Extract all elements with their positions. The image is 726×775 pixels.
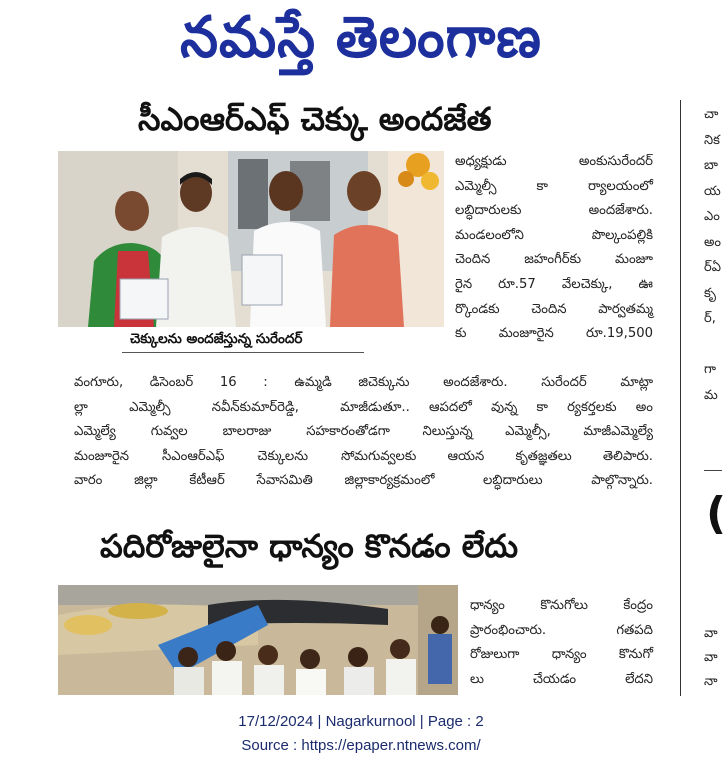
footer-date-page: 17/12/2024 | Nagarkurnool | Page : 2 [238,713,484,730]
text-line: వారం జిల్లా కేటీఆర్ సేవాసమితి జిల్లా [74,473,368,489]
article1-right-column-bottom [368,371,653,494]
text-line: డుతూ.. ఆపదలో వున్న కా ర్యకర్తలకు అం [368,399,653,415]
text-line: ధాన్యం కొనుగోలు కేంద్రం [470,598,653,613]
text-line: ర్కొండకు చెందిన పార్వతమ్మ [455,301,653,317]
text-line: ర్, [704,311,716,326]
article2-text [470,594,653,692]
text-line: ల్లా ఎమ్మెల్సీ నవీన్‌కుమార్‌రెడ్డి, మాజీ [74,399,368,415]
text-line: ఎం [704,209,720,224]
text-line: ఎమ్మెల్యే గువ్వల బాలరాజు సహకారంతో [74,424,368,440]
text-line: ఎమ్మెల్సీ కా ర్యాలయంలో [455,178,653,194]
text-line: నా [704,674,718,689]
article1-right-column-top [455,150,653,347]
text-line: నిక [704,132,720,148]
text-line: వా [704,650,718,665]
article1-left-column [74,371,368,494]
footer-source: Source : https://epaper.ntnews.com/ [241,737,481,754]
text-line: వంగూరు, డిసెంబర్ 16 : ఉమ్మడి జి [74,375,368,390]
text-line: య [704,183,721,199]
article2-headline: పదిరోజులైనా ధాన్యం కొనడం లేదు [100,527,519,565]
side-column [704,102,722,408]
side-column-bottom [704,622,722,694]
text-line: ప్రారంభించారు. గతపది [470,622,653,638]
text-line: బా [704,158,718,173]
masthead-title: నమస్తే తెలంగాణ [180,3,542,70]
article2-photo-image [58,585,458,695]
text-line: గా [704,362,716,377]
text-line: మ [704,387,718,403]
column-divider [680,100,681,696]
text-line: చా [704,107,719,122]
article1-photo-image [58,151,444,327]
text-line: చెక్కును అందజేశారు. సురేందర్ మాట్లా [368,375,653,390]
text-line: మంజూరైన సీఎంఆర్‌ఎఫ్ చెక్కులను సోమ [74,448,368,464]
text-line: కార్యక్రమంలో లబ్ధిదారులు పాల్గొన్నారు. [368,473,653,489]
article1-headline: సీఎంఆర్‌ఎఫ్ చెక్కు అందజేత [138,100,492,138]
masthead [0,0,722,88]
text-line: కు మంజూరైన రూ.19,500 [455,326,653,342]
text-line: చెందిన జహంగీర్‌కు మంజూ [455,252,653,268]
text-line: అధ్యక్షుడు అంకుసురేందర్ [455,154,653,169]
side-rule [704,470,722,471]
text-line: రైన రూ.57 వేలచెక్కు, ఊ [455,276,653,292]
text-line: గువ్వలకు ఆయన కృతజ్ఞతలు తెలిపారు. [368,448,653,464]
text-line: అం [704,234,721,250]
text-line: రోజులుగా ధాన్యం కొనుగో [470,647,653,663]
text-line: డగా నిలుస్తున్న ఎమ్మెల్సీ, మాజీఎమ్మెల్యే [368,424,653,440]
text-line: మండలంలోని పొల్కంపల్లికి [455,227,653,243]
caption-underline [122,352,364,353]
text-line: లు చేయడం లేదని [470,671,653,687]
text-line: కృ [704,285,716,301]
side-big-glyph: ( [706,488,726,539]
article1-photo [58,151,444,327]
text-line: ర్‌ఏ [704,260,721,275]
text-line [704,332,722,358]
text-line: వా [704,626,718,641]
article2-photo [58,585,458,695]
text-line: లబ్ధిదారులకు అందజేశారు. [455,203,653,219]
article1-photo-caption: చెక్కులను అందజేస్తున్న సురేందర్ [130,331,303,347]
